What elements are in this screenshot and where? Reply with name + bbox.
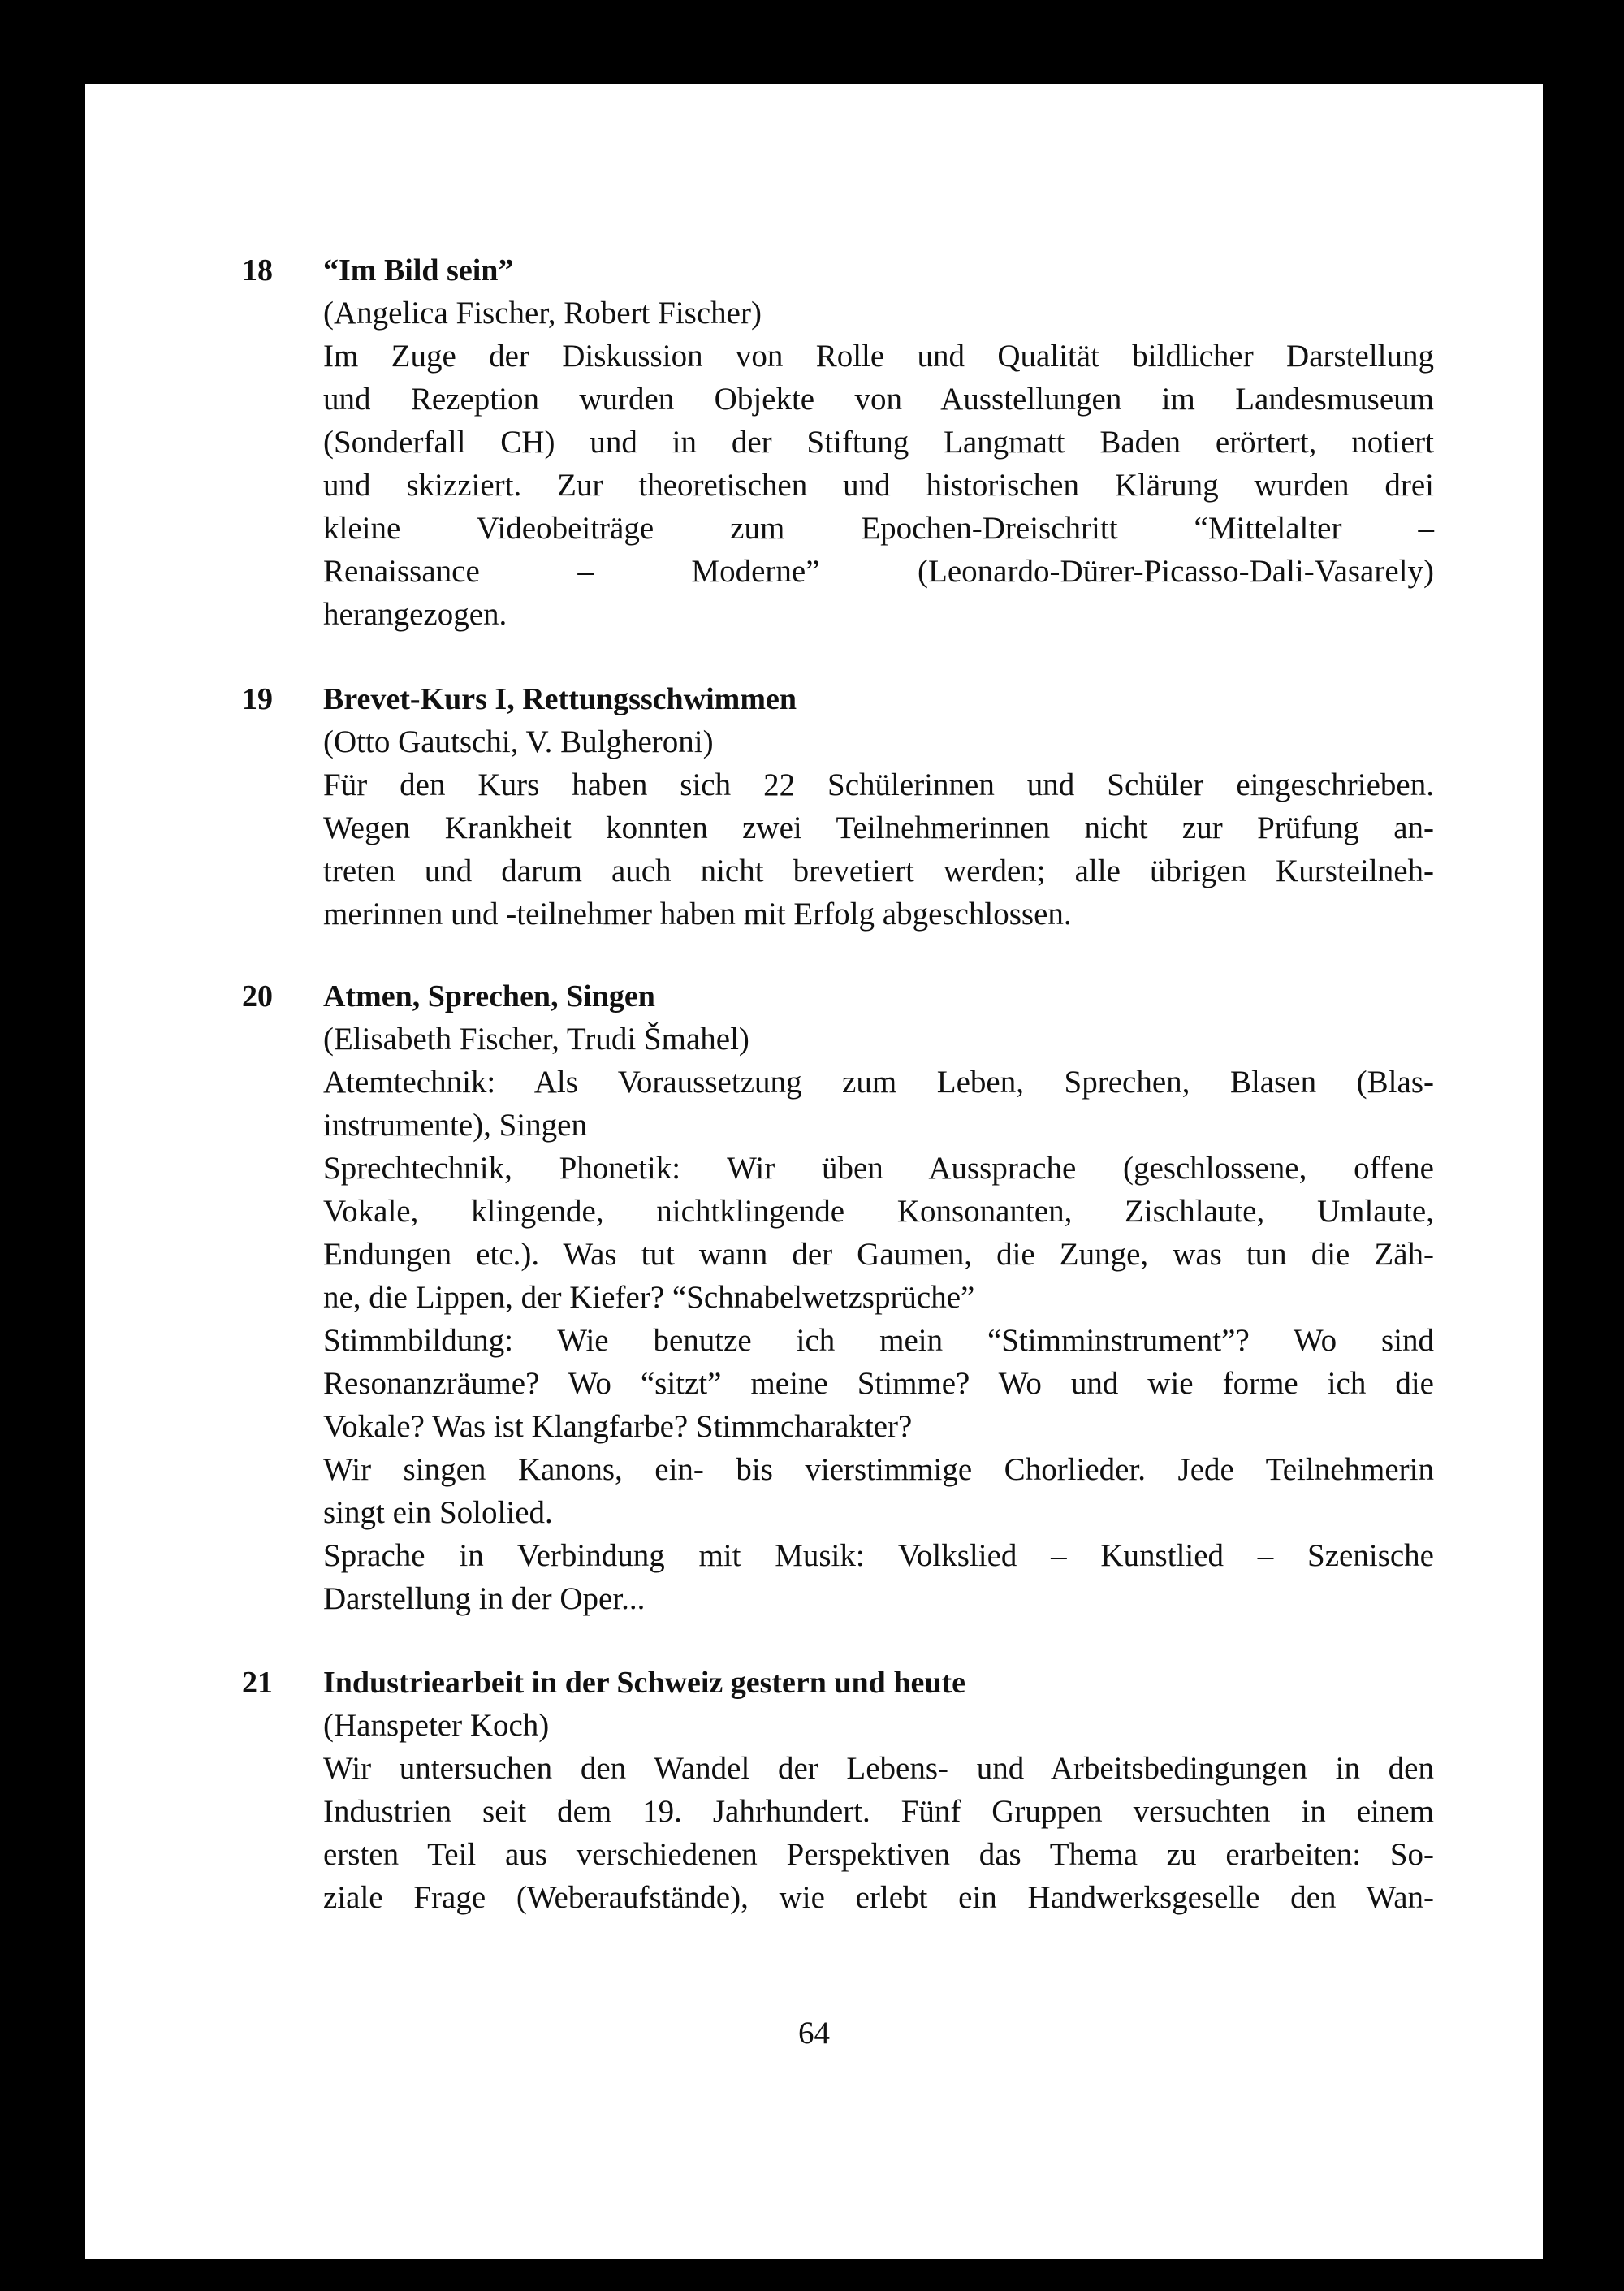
text-line: Vokale, klingende, nichtklingende Konsonanten, Zischlaute, Umlaute, [323,1194,1434,1229]
page-number: 64 [798,2016,830,2051]
entry-body [323,975,1434,1620]
entry-authors: (Angelica Fischer, Robert Fischer) [323,296,762,331]
entry-number: 18 [242,253,273,287]
text-line: Stimmbildung: Wie benutze ich mein “Stimminstrument”? Wo sind [323,1323,1434,1358]
text-line: (Sonderfall CH) und in der Stiftung Langmatt Baden erörtert, notiert [323,425,1434,460]
entry-number: 20 [242,979,273,1014]
text-line: Wir untersuchen den Wandel der Lebens- und Arbeitsbedingungen in den [323,1751,1434,1786]
entry-list [85,84,1543,2259]
text-line: Wir singen Kanons, ein- bis vierstimmige Chorlieder. Jede Teilnehmerin [323,1452,1434,1487]
entry-title: Industriearbeit in der Schweiz gestern und heute [323,1666,965,1700]
text-line: Sprechtechnik, Phonetik: Wir üben Aussprache (geschlossene, offene [323,1151,1434,1186]
entry-authors: (Otto Gautschi, V. Bulgheroni) [323,724,714,759]
text-line: Wegen Krankheit konnten zwei Teilnehmerinnen nicht zur Prüfung an- [323,810,1434,845]
entry-title: Brevet-Kurs I, Rettungsschwimmen [323,682,797,716]
text-line: Industrien seit dem 19. Jahrhundert. Fünf Gruppen versuchten in einem [323,1794,1434,1829]
text-line: Atemtechnik: Als Voraussetzung zum Leben, Sprechen, Blasen (Blas- [323,1065,1434,1100]
entry-number: 21 [242,1666,273,1700]
text-line: treten und darum auch nicht brevetiert werden; alle übrigen Kursteilneh- [323,854,1434,888]
entry-authors: (Hanspeter Koch) [323,1708,550,1743]
entry-body [323,1662,1434,1919]
text-line: ersten Teil aus verschiedenen Perspektiven das Thema zu erarbeiten: So- [323,1837,1434,1872]
text-line: und Rezeption wurden Objekte von Ausstellungen im Landesmuseum [323,382,1434,417]
entry-number: 19 [242,682,273,716]
entry-title: “Im Bild sein” [323,253,514,287]
text-line: singt ein Sololied. [323,1495,553,1530]
text-line: Endungen etc.). Was tut wann der Gaumen, die Zunge, was tun die Zäh- [323,1237,1434,1272]
text-line: ne, die Lippen, der Kiefer? “Schnabelwetzsprüche” [323,1280,975,1315]
text-line: Renaissance – Moderne” (Leonardo-Dürer-Picasso-Dali-Vasarely) [323,554,1434,589]
text-line: kleine Videobeiträge zum Epochen-Dreischritt “Mittelalter – [323,511,1434,546]
text-line: instrumente), Singen [323,1108,587,1143]
entry-title: Atmen, Sprechen, Singen [323,979,655,1014]
text-line: Im Zuge der Diskussion von Rolle und Qualität bildlicher Darstellung [323,339,1434,374]
entry-body [323,678,1434,936]
document-page [85,84,1543,2259]
text-line: herangezogen. [323,597,508,632]
text-line: und skizziert. Zur theoretischen und historischen Klärung wurden drei [323,468,1434,503]
text-line: Resonanzräume? Wo “sitzt” meine Stimme? Wo und wie forme ich die [323,1366,1434,1401]
entry-body [323,249,1434,636]
text-line: ziale Frage (Weberaufstände), wie erlebt ein Handwerksgeselle den Wan- [323,1880,1434,1915]
text-line: Für den Kurs haben sich 22 Schülerinnen und Schüler eingeschrieben. [323,767,1434,802]
text-line: Darstellung in der Oper... [323,1581,646,1616]
text-line: Sprache in Verbindung mit Musik: Volkslied – Kunstlied – Szenische [323,1538,1434,1573]
text-line: merinnen und -teilnehmer haben mit Erfolg abgeschlossen. [323,897,1072,932]
entry-authors: (Elisabeth Fischer, Trudi Šmahel) [323,1022,749,1057]
text-line: Vokale? Was ist Klangfarbe? Stimmcharakter? [323,1409,913,1444]
